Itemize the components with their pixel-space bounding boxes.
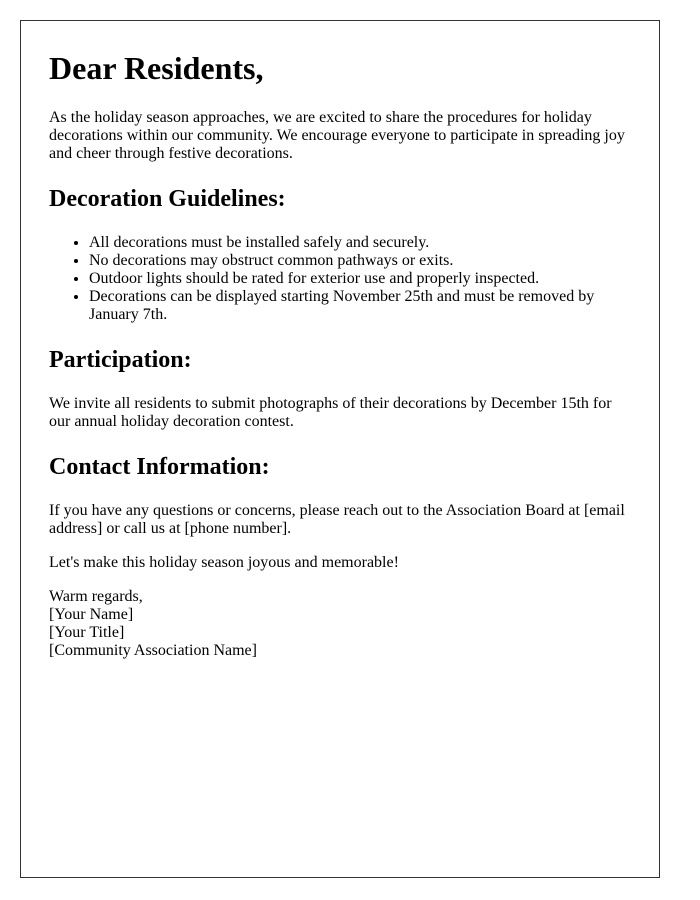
signoff-regards: Warm regards, <box>49 587 143 605</box>
guidelines-heading: Decoration Guidelines: <box>49 186 286 213</box>
greeting-heading: Dear Residents, <box>49 50 264 86</box>
participation-paragraph: We invite all residents to submit photographs of their decorations by December 15th for our annual holiday decoration contest. <box>49 394 612 430</box>
intro-paragraph: As the holiday season approaches, we are excited to share the procedures for holiday decorations within our community. We encourage everyone to participate in spreading joy and cheer through festive decorations. <box>49 109 625 163</box>
letter-document <box>20 20 660 878</box>
signoff-organization: [Community Association Name] <box>49 641 257 659</box>
guideline-item: • All decorations must be installed safely and securely. <box>89 234 631 252</box>
closing-message: Let's make this holiday season joyous and memorable! <box>49 553 399 571</box>
contact-heading: Contact Information: <box>49 453 270 480</box>
guidelines-list <box>49 234 631 324</box>
signoff-title: [Your Title] <box>49 623 125 641</box>
signoff-name: [Your Name] <box>49 605 134 623</box>
signature-block <box>49 588 631 660</box>
contact-paragraph: If you have any questions or concerns, please reach out to the Association Board at [email address] or call us at [phone number]. <box>49 501 625 537</box>
guideline-item: • Decorations can be displayed starting November 25th and must be removed by January 7th. <box>89 288 631 324</box>
participation-heading: Participation: <box>49 347 192 374</box>
guideline-item: • No decorations may obstruct common pathways or exits. <box>89 252 631 270</box>
guideline-item: • Outdoor lights should be rated for exterior use and properly inspected. <box>89 270 631 288</box>
